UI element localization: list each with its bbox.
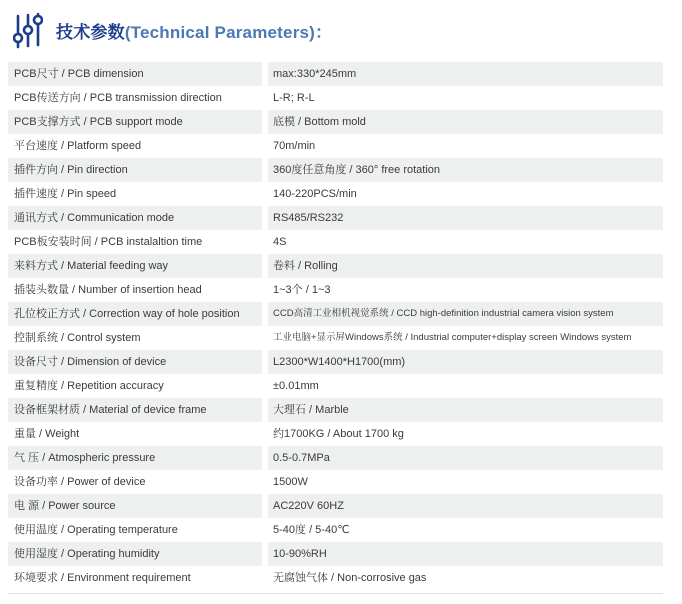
parameter-value: 5-40度 / 5-40℃ (273, 524, 350, 536)
parameter-value: 大理石 / Marble (268, 398, 663, 422)
parameter-label: 重量 / Weight (14, 428, 80, 440)
parameter-value: 0.5-0.7MPa (268, 446, 663, 470)
table-row (8, 542, 663, 566)
parameter-label: 电 源 / Power source (8, 494, 262, 518)
table-row (8, 62, 663, 86)
parameter-value: max:330*245mm (268, 62, 663, 86)
table-row (8, 158, 663, 182)
table-row (8, 206, 663, 230)
parameter-value: L2300*W1400*H1700(mm) (268, 350, 663, 374)
parameter-label: 设备功率 / Power of device (14, 476, 146, 488)
page-title-cn: 技术参数 (56, 22, 125, 42)
parameter-label: 平台速度 / Platform speed (14, 140, 142, 152)
parameter-value: RS485/RS232 (268, 206, 663, 230)
parameter-value: 10-90%RH (268, 542, 663, 566)
table-row (8, 398, 663, 422)
parameter-label: 插件速度 / Pin speed (14, 188, 117, 200)
parameter-value: AC220V 60HZ (268, 494, 663, 518)
table-row (8, 302, 663, 326)
table-row (8, 254, 663, 278)
parameter-value: 4S (273, 236, 287, 248)
page-title-en: (Technical Parameters)： (124, 22, 333, 42)
parameter-label: 通讯方式 / Communication mode (8, 206, 262, 230)
parameter-value: 卷料 / Rolling (268, 254, 663, 278)
parameter-label: 孔位校正方式 / Correction way of hole position (8, 302, 262, 326)
parameter-value: 360度任意角度 / 360° free rotation (268, 158, 663, 182)
parameter-value: 约1700KG / About 1700 kg (273, 428, 404, 440)
parameter-label: 控制系统 / Control system (14, 332, 141, 344)
table-row (8, 86, 663, 110)
parameter-label: 气 压 / Atmospheric pressure (8, 446, 262, 470)
parameter-label: 设备尺寸 / Dimension of device (8, 350, 262, 374)
parameter-value: CCD高清工业相机视觉系统 / CCD high-definition industrial camera vision system (268, 302, 663, 326)
parameter-label: 重复精度 / Repetition accuracy (14, 380, 164, 392)
parameter-label: 使用温度 / Operating temperature (14, 524, 178, 536)
table-row (8, 230, 663, 254)
parameter-label: PCB尺寸 / PCB dimension (8, 62, 262, 86)
table-row (8, 422, 663, 446)
parameter-label: 使用湿度 / Operating humidity (8, 542, 262, 566)
table-row (8, 134, 663, 158)
parameter-value: 1~3个 / 1~3 (273, 284, 331, 296)
parameter-value: 1500W (273, 476, 308, 488)
parameter-label: PCB板安装时间 / PCB instalaltion time (14, 236, 203, 248)
parameter-label: 插件方向 / Pin direction (8, 158, 262, 182)
table-row (8, 494, 663, 518)
table-row (8, 110, 663, 134)
parameter-label: PCB传送方向 / PCB transmission direction (14, 92, 222, 104)
table-row (8, 278, 663, 302)
parameter-value: 工业电脑+显示屏Windows系统 / Industrial computer+display screen Windows system (273, 332, 632, 343)
parameter-value: 无腐蚀气体 / Non-corrosive gas (273, 572, 427, 584)
table-row (8, 470, 663, 494)
parameter-label: 插装头数量 / Number of insertion head (14, 284, 202, 296)
parameter-value: 70m/min (273, 140, 316, 152)
parameter-value: L-R; R-L (273, 92, 315, 104)
parameters-table (8, 62, 663, 594)
page-title (56, 18, 332, 45)
parameter-label: 设备框架材质 / Material of device frame (8, 398, 262, 422)
table-row (8, 566, 663, 590)
table-row (8, 374, 663, 398)
parameter-label: 环境要求 / Environment requirement (14, 572, 191, 584)
sliders-icon (12, 11, 44, 51)
table-row (8, 326, 663, 350)
parameter-label: 来料方式 / Material feeding way (8, 254, 262, 278)
parameter-value: 底模 / Bottom mold (268, 110, 663, 134)
parameter-value: ±0.01mm (273, 380, 319, 392)
section-header (0, 0, 682, 62)
table-row (8, 518, 663, 542)
table-row (8, 182, 663, 206)
table-row (8, 446, 663, 470)
parameter-value: 140-220PCS/min (273, 188, 357, 200)
parameter-label: PCB支撑方式 / PCB support mode (8, 110, 262, 134)
table-row (8, 350, 663, 374)
